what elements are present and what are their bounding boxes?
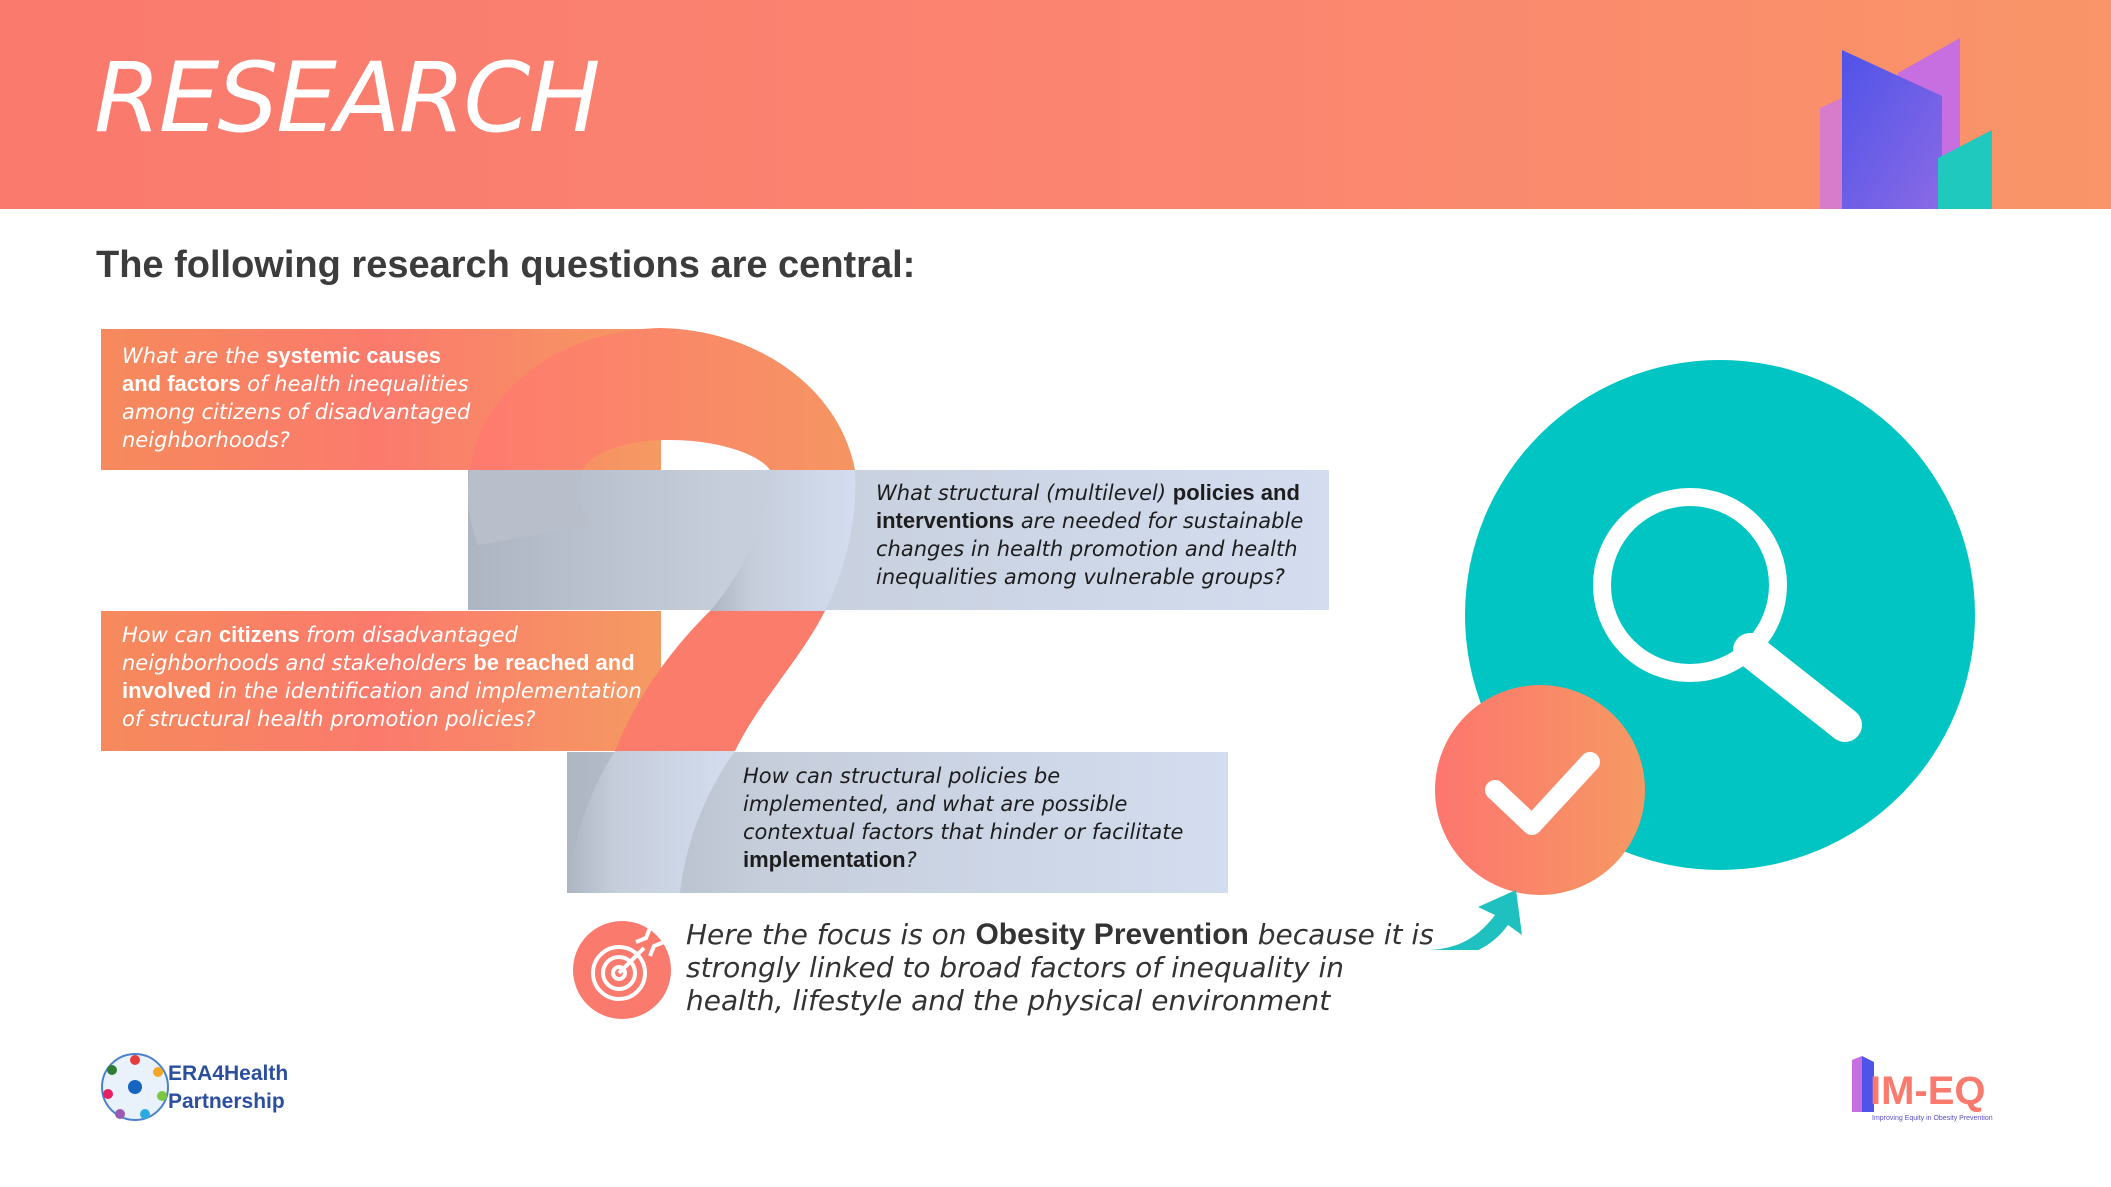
search-check-graphic xyxy=(1420,350,2000,950)
imeq-logo-tagline: Improving Equity in Obesity Prevention xyxy=(1872,1115,1993,1122)
imeq-logo xyxy=(1852,1054,2012,1124)
era4health-globe-icon xyxy=(100,1052,170,1122)
focus-statement: Here the focus is on Obesity Prevention because it is strongly linked to broad factors of inequality in health, lifestyle and the physical environment xyxy=(686,918,1434,1017)
era4health-partnership: Partnership xyxy=(168,1090,285,1113)
arrow-icon xyxy=(1425,890,1522,950)
era4health-logo-text xyxy=(168,1060,288,1116)
question-3-text: How can citizens from disadvantaged neighborhoods and stakeholders be reached and involved in the identification and implementation of structural health promotion policies? xyxy=(122,622,642,731)
era4health-name: ERA4Health xyxy=(168,1062,289,1085)
imeq-logo-text: IM-EQ xyxy=(1870,1069,1986,1113)
question-2-text: What structural (multilevel) policies and interventions are needed for sustainable changes in health promotion and health inequalities among vulnerable groups? xyxy=(876,480,1304,589)
question-1-text: What are the systemic causes and factors of health inequalities among citizens of disadvantaged neighborhoods? xyxy=(122,343,471,452)
target-icon xyxy=(572,920,672,1020)
page-title: RESEARCH xyxy=(94,42,599,154)
check-circle xyxy=(1435,685,1645,895)
question-4-text: How can structural policies be implemented, and what are possible contextual factors that hinder or facilitate implementation? xyxy=(743,764,1184,872)
section-subtitle: The following research questions are central: xyxy=(96,244,916,286)
